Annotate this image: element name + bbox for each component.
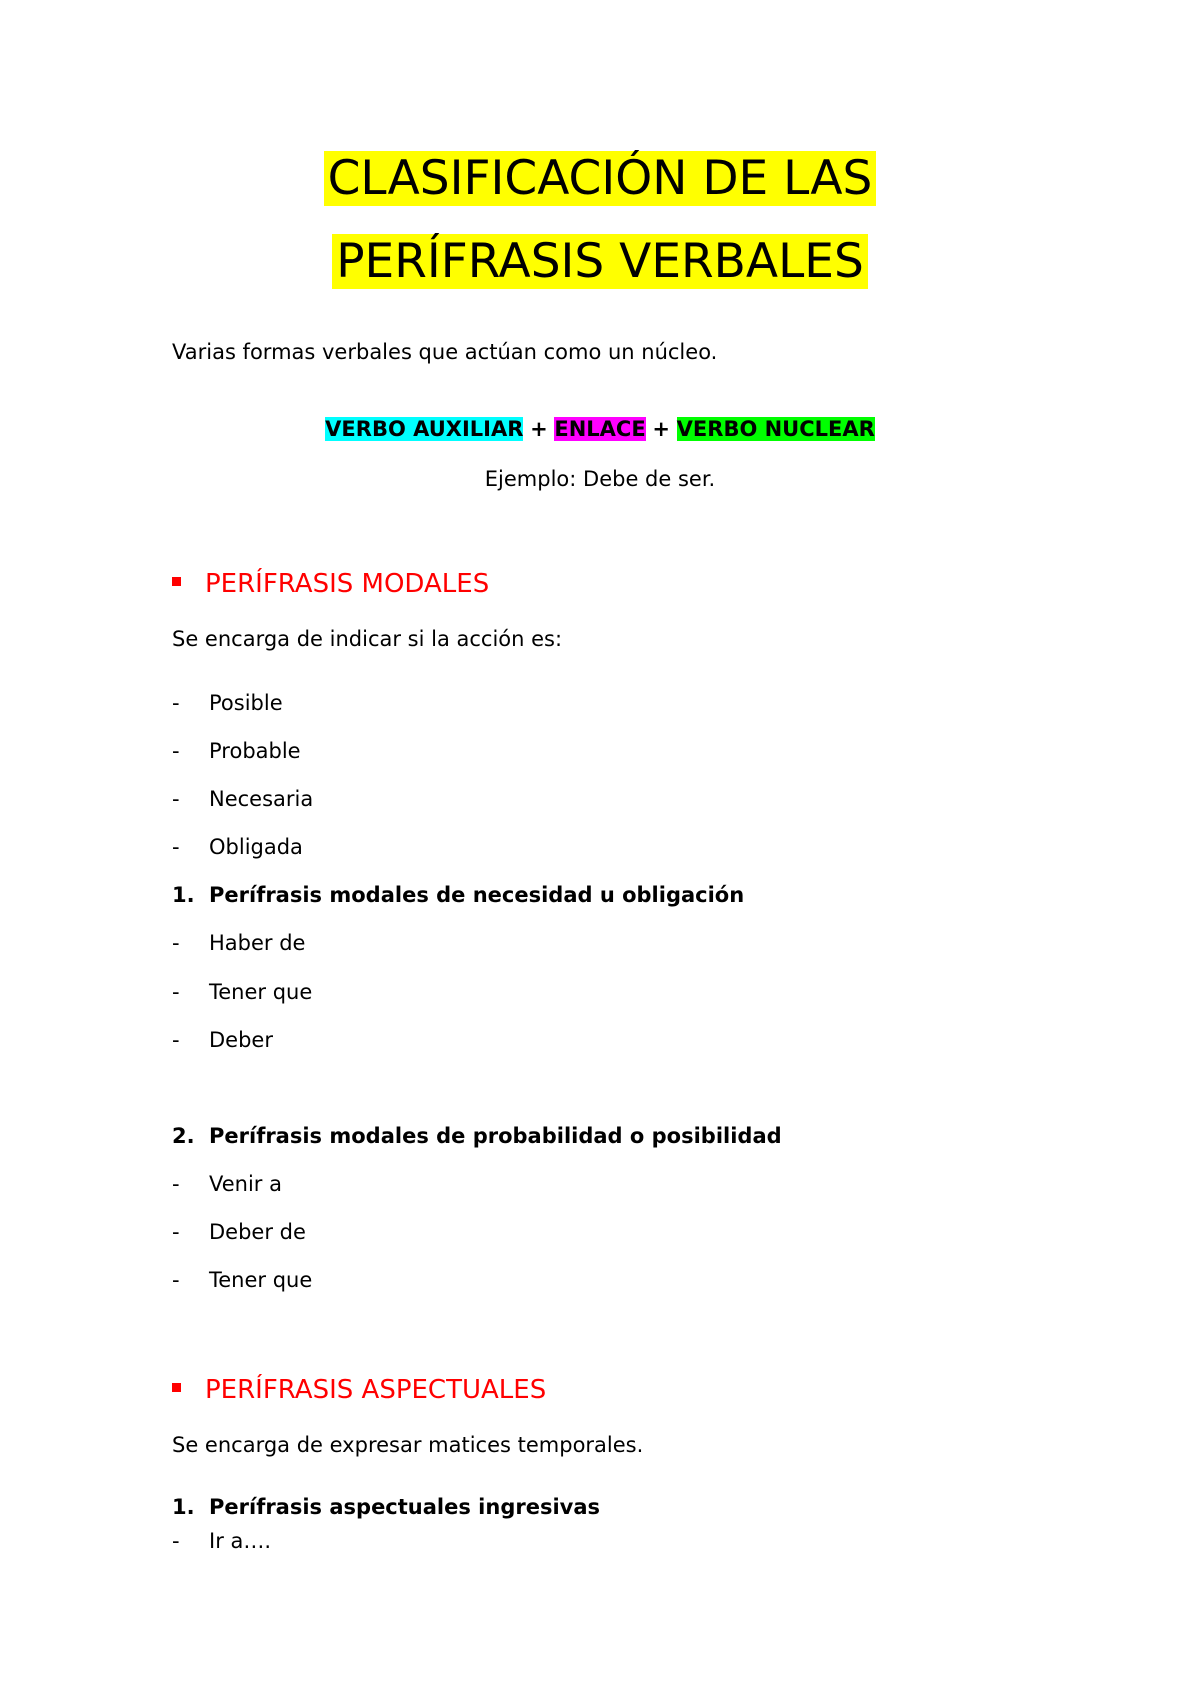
modales-description: Se encarga de indicar si la acción es: (172, 627, 563, 651)
dash-marker: - (172, 1220, 180, 1244)
dash-marker: - (172, 980, 180, 1004)
subsection-title: Perífrasis modales de necesidad u obligación (209, 883, 745, 907)
aspectuales-description: Se encarga de expresar matices temporales. (172, 1433, 644, 1457)
formula-line (0, 414, 1200, 444)
list-item-text: Haber de (209, 931, 306, 955)
list-item (172, 688, 283, 718)
subsection-number: 2. (172, 1124, 195, 1148)
list-item-text: Tener que (209, 1268, 313, 1292)
section-heading-modales (172, 566, 489, 602)
document-title-line-2 (0, 226, 1200, 298)
list-item (172, 928, 305, 958)
formula-plus-1: + (530, 417, 548, 441)
dash-marker: - (172, 835, 180, 859)
title-line-1-text: CLASIFICACIÓN DE LAS (324, 151, 877, 206)
example-line: Ejemplo: Debe de ser. (484, 467, 716, 491)
list-item (172, 1265, 312, 1295)
section-heading-aspectuales (172, 1372, 546, 1408)
dash-marker: - (172, 1268, 180, 1292)
list-item-text: Probable (209, 739, 301, 763)
subsection-heading-modales-2 (172, 1121, 782, 1151)
dash-marker: - (172, 1028, 180, 1052)
list-item (172, 736, 301, 766)
list-item-text: Deber de (209, 1220, 306, 1244)
list-item-text: Venir a (209, 1172, 282, 1196)
subsection-heading-modales-1 (172, 880, 744, 910)
subsection-title: Perífrasis modales de probabilidad o posibilidad (209, 1124, 782, 1148)
list-item-text: Tener que (209, 980, 313, 1004)
subsection-number: 1. (172, 883, 195, 907)
section-heading-modales-text: PERÍFRASIS MODALES (205, 569, 490, 599)
list-item (172, 1169, 282, 1199)
formula-plus-2: + (652, 417, 670, 441)
subsection-title: Perífrasis aspectuales ingresivas (209, 1495, 601, 1519)
list-item-text: Ir a…. (209, 1529, 272, 1553)
square-bullet-icon (172, 1383, 181, 1392)
dash-marker: - (172, 1529, 180, 1553)
list-item-text: Necesaria (209, 787, 314, 811)
dash-marker: - (172, 931, 180, 955)
intro-paragraph: Varias formas verbales que actúan como un núcleo. (172, 340, 718, 364)
list-item (172, 977, 312, 1007)
list-item (172, 1526, 271, 1556)
title-line-2-text: PERÍFRASIS VERBALES (332, 234, 868, 289)
formula-auxiliar: VERBO AUXILIAR (325, 417, 524, 441)
list-item (172, 832, 303, 862)
list-item (172, 784, 313, 814)
dash-marker: - (172, 691, 180, 715)
formula-enlace: ENLACE (554, 417, 646, 441)
dash-marker: - (172, 1172, 180, 1196)
list-item (172, 1217, 306, 1247)
list-item-text: Obligada (209, 835, 303, 859)
subsection-number: 1. (172, 1495, 195, 1519)
square-bullet-icon (172, 577, 181, 586)
list-item (172, 1025, 273, 1055)
document-title-line-1 (0, 143, 1200, 215)
list-item-text: Posible (209, 691, 283, 715)
list-item-text: Deber (209, 1028, 273, 1052)
section-heading-aspectuales-text: PERÍFRASIS ASPECTUALES (205, 1375, 547, 1405)
subsection-heading-aspectuales-1 (172, 1492, 600, 1522)
dash-marker: - (172, 739, 180, 763)
dash-marker: - (172, 787, 180, 811)
formula-nuclear: VERBO NUCLEAR (676, 417, 875, 441)
